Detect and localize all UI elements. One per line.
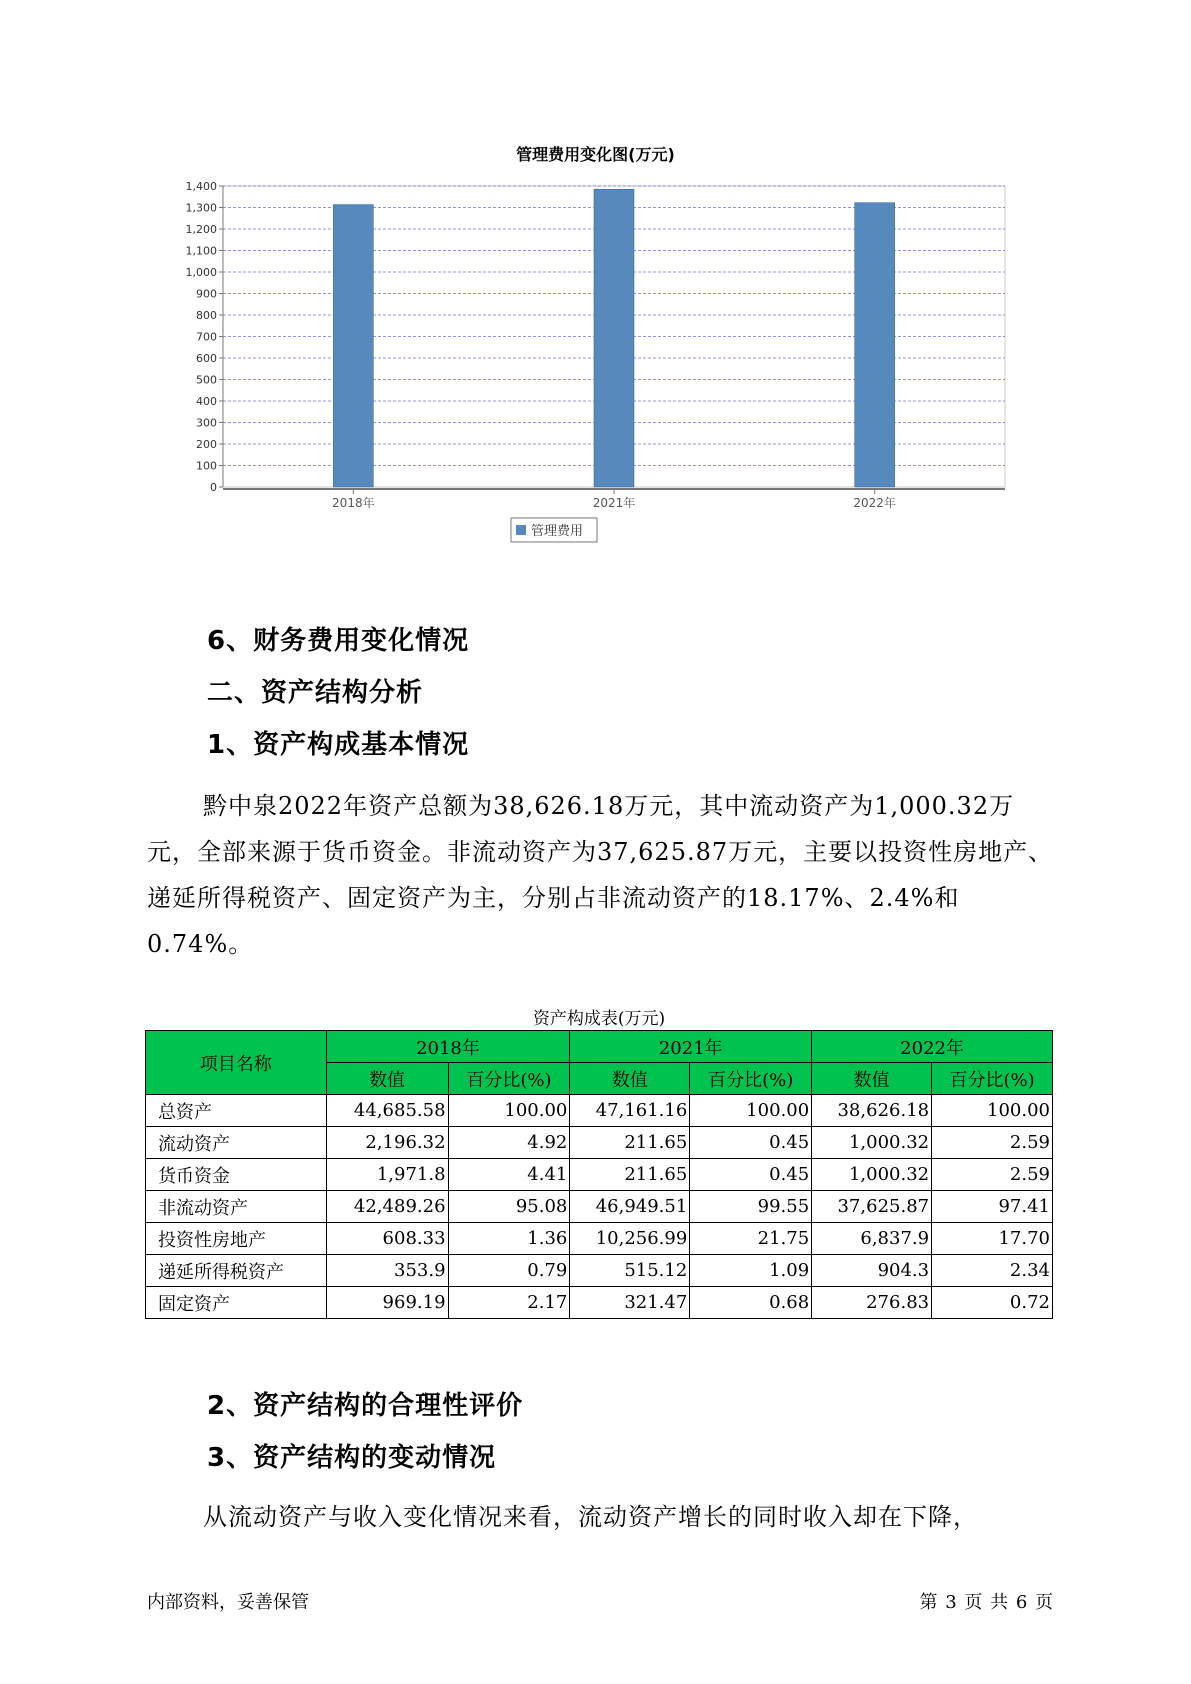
- y-tick-label: 1,200: [185, 223, 217, 236]
- y-tick-label: 600: [196, 352, 217, 365]
- asset-composition-table: [145, 1030, 1053, 1319]
- bar-1: [594, 189, 634, 487]
- table-cell: 38,626.18: [812, 1095, 932, 1127]
- table-cell: 321.47: [570, 1287, 690, 1319]
- x-tick-label: 2018年: [332, 496, 375, 510]
- table-cell: 99.55: [690, 1191, 812, 1223]
- table-cell: 0.68: [690, 1287, 812, 1319]
- paragraph-structure-change: 从流动资产与收入变化情况来看，流动资产增长的同时收入却在下降，: [203, 1503, 978, 1531]
- x-tick-label: 2022年: [853, 496, 896, 510]
- heading-financial-expense: 6、财务费用变化情况: [207, 626, 470, 656]
- table-cell: 46,949.51: [570, 1191, 690, 1223]
- y-tick-label: 700: [196, 330, 217, 344]
- table-cell: 37,625.87: [812, 1191, 932, 1223]
- row-label: 固定资产: [146, 1287, 327, 1319]
- table-cell: 0.79: [448, 1255, 570, 1287]
- heading-structure-evaluation: 2、资产结构的合理性评价: [207, 1391, 524, 1421]
- bar-2: [855, 203, 895, 487]
- table-row: [146, 1255, 1053, 1287]
- y-tick-label: 500: [196, 373, 217, 387]
- y-tick-label: 100: [196, 459, 217, 473]
- subheader-percent: 百分比(%): [932, 1063, 1053, 1095]
- table-cell: 95.08: [448, 1191, 570, 1223]
- table-row: [146, 1159, 1053, 1191]
- paragraph-asset-composition: 黔中泉2022年资产总额为38,626.18万元，其中流动资产为1,000.32万元，全部来源于货币资金。非流动资产为37,625.87万元，主要以投资性房地产、递延所得税资产、固定资产为主，分别占非流动资产的18.17%、2.4%和0.74%。: [147, 792, 1054, 958]
- table-cell: 6,837.9: [812, 1223, 932, 1255]
- table-row: [146, 1095, 1053, 1127]
- table-cell: 1,971.8: [326, 1159, 448, 1191]
- table-cell: 211.65: [570, 1159, 690, 1191]
- table-cell: 2.59: [932, 1159, 1053, 1191]
- table-cell: 608.33: [326, 1223, 448, 1255]
- table-row: [146, 1287, 1053, 1319]
- admin-expense-bar-chart: [150, 170, 1030, 585]
- table-cell: 0.45: [690, 1159, 812, 1191]
- header-year-2022: 2022年: [812, 1031, 1053, 1063]
- y-tick-label: 1,000: [185, 266, 217, 279]
- header-year-2018: 2018年: [326, 1031, 570, 1063]
- table-cell: 0.45: [690, 1127, 812, 1159]
- table-cell: 904.3: [812, 1255, 932, 1287]
- table-cell: 1,000.32: [812, 1159, 932, 1191]
- y-tick-label: 0: [210, 481, 217, 494]
- footer-page-number: 第 3 页 共 6 页: [919, 1592, 1054, 1613]
- table-cell: 211.65: [570, 1127, 690, 1159]
- x-tick-label: 2021年: [592, 496, 636, 510]
- row-label: 非流动资产: [146, 1191, 327, 1223]
- y-tick-label: 900: [196, 287, 217, 301]
- y-tick-label: 800: [196, 309, 217, 322]
- table-cell: 2.17: [448, 1287, 570, 1319]
- table-header-row: [146, 1031, 1053, 1063]
- footer-confidential-note: 内部资料，妥善保管: [147, 1592, 309, 1613]
- table-cell: 100.00: [690, 1095, 812, 1127]
- table-cell: 515.12: [570, 1255, 690, 1287]
- table-cell: 969.19: [326, 1287, 448, 1319]
- table-cell: 2.34: [932, 1255, 1053, 1287]
- bar-0: [333, 205, 373, 487]
- row-label: 投资性房地产: [146, 1223, 327, 1255]
- row-label: 流动资产: [146, 1127, 327, 1159]
- table-cell: 1,000.32: [812, 1127, 932, 1159]
- row-label: 总资产: [146, 1095, 327, 1127]
- table-cell: 4.92: [448, 1127, 570, 1159]
- subheader-value: 数值: [812, 1063, 932, 1095]
- y-tick-label: 400: [196, 395, 217, 408]
- subheader-value: 数值: [326, 1063, 448, 1095]
- table-cell: 10,256.99: [570, 1223, 690, 1255]
- table-row: [146, 1191, 1053, 1223]
- table-cell: 4.41: [448, 1159, 570, 1191]
- heading-asset-structure: 二、资产结构分析: [207, 678, 424, 708]
- table-row: [146, 1127, 1053, 1159]
- table-cell: 21.75: [690, 1223, 812, 1255]
- heading-asset-composition: 1、资产构成基本情况: [207, 730, 470, 760]
- table-cell: 0.72: [932, 1287, 1053, 1319]
- y-tick-label: 1,100: [185, 244, 217, 258]
- subheader-value: 数值: [570, 1063, 690, 1095]
- table-cell: 17.70: [932, 1223, 1053, 1255]
- table-cell: 1.09: [690, 1255, 812, 1287]
- table-cell: 44,685.58: [326, 1095, 448, 1127]
- subheader-percent: 百分比(%): [690, 1063, 812, 1095]
- y-tick-label: 300: [196, 416, 217, 430]
- legend-label: 管理费用: [531, 524, 584, 539]
- y-tick-label: 1,400: [185, 180, 217, 193]
- table-cell: 47,161.16: [570, 1095, 690, 1127]
- table-cell: 276.83: [812, 1287, 932, 1319]
- header-year-2021: 2021年: [570, 1031, 812, 1063]
- table-cell: 100.00: [932, 1095, 1053, 1127]
- header-item-name: 项目名称: [146, 1031, 327, 1095]
- row-label: 递延所得税资产: [146, 1255, 327, 1287]
- table-cell: 353.9: [326, 1255, 448, 1287]
- table-cell: 2,196.32: [326, 1127, 448, 1159]
- y-tick-label: 1,300: [185, 201, 217, 215]
- heading-structure-change: 3、资产结构的变动情况: [207, 1443, 497, 1473]
- subheader-percent: 百分比(%): [448, 1063, 570, 1095]
- table-cell: 97.41: [932, 1191, 1053, 1223]
- legend-swatch: [516, 525, 526, 535]
- table-cell: 1.36: [448, 1223, 570, 1255]
- table-row: [146, 1223, 1053, 1255]
- table-cell: 42,489.26: [326, 1191, 448, 1223]
- table-cell: 100.00: [448, 1095, 570, 1127]
- chart-title: 管理费用变化图(万元): [516, 145, 675, 164]
- table-cell: 2.59: [932, 1127, 1053, 1159]
- row-label: 货币资金: [146, 1159, 327, 1191]
- y-tick-label: 200: [196, 438, 217, 451]
- table-caption: 资产构成表(万元): [532, 1009, 666, 1029]
